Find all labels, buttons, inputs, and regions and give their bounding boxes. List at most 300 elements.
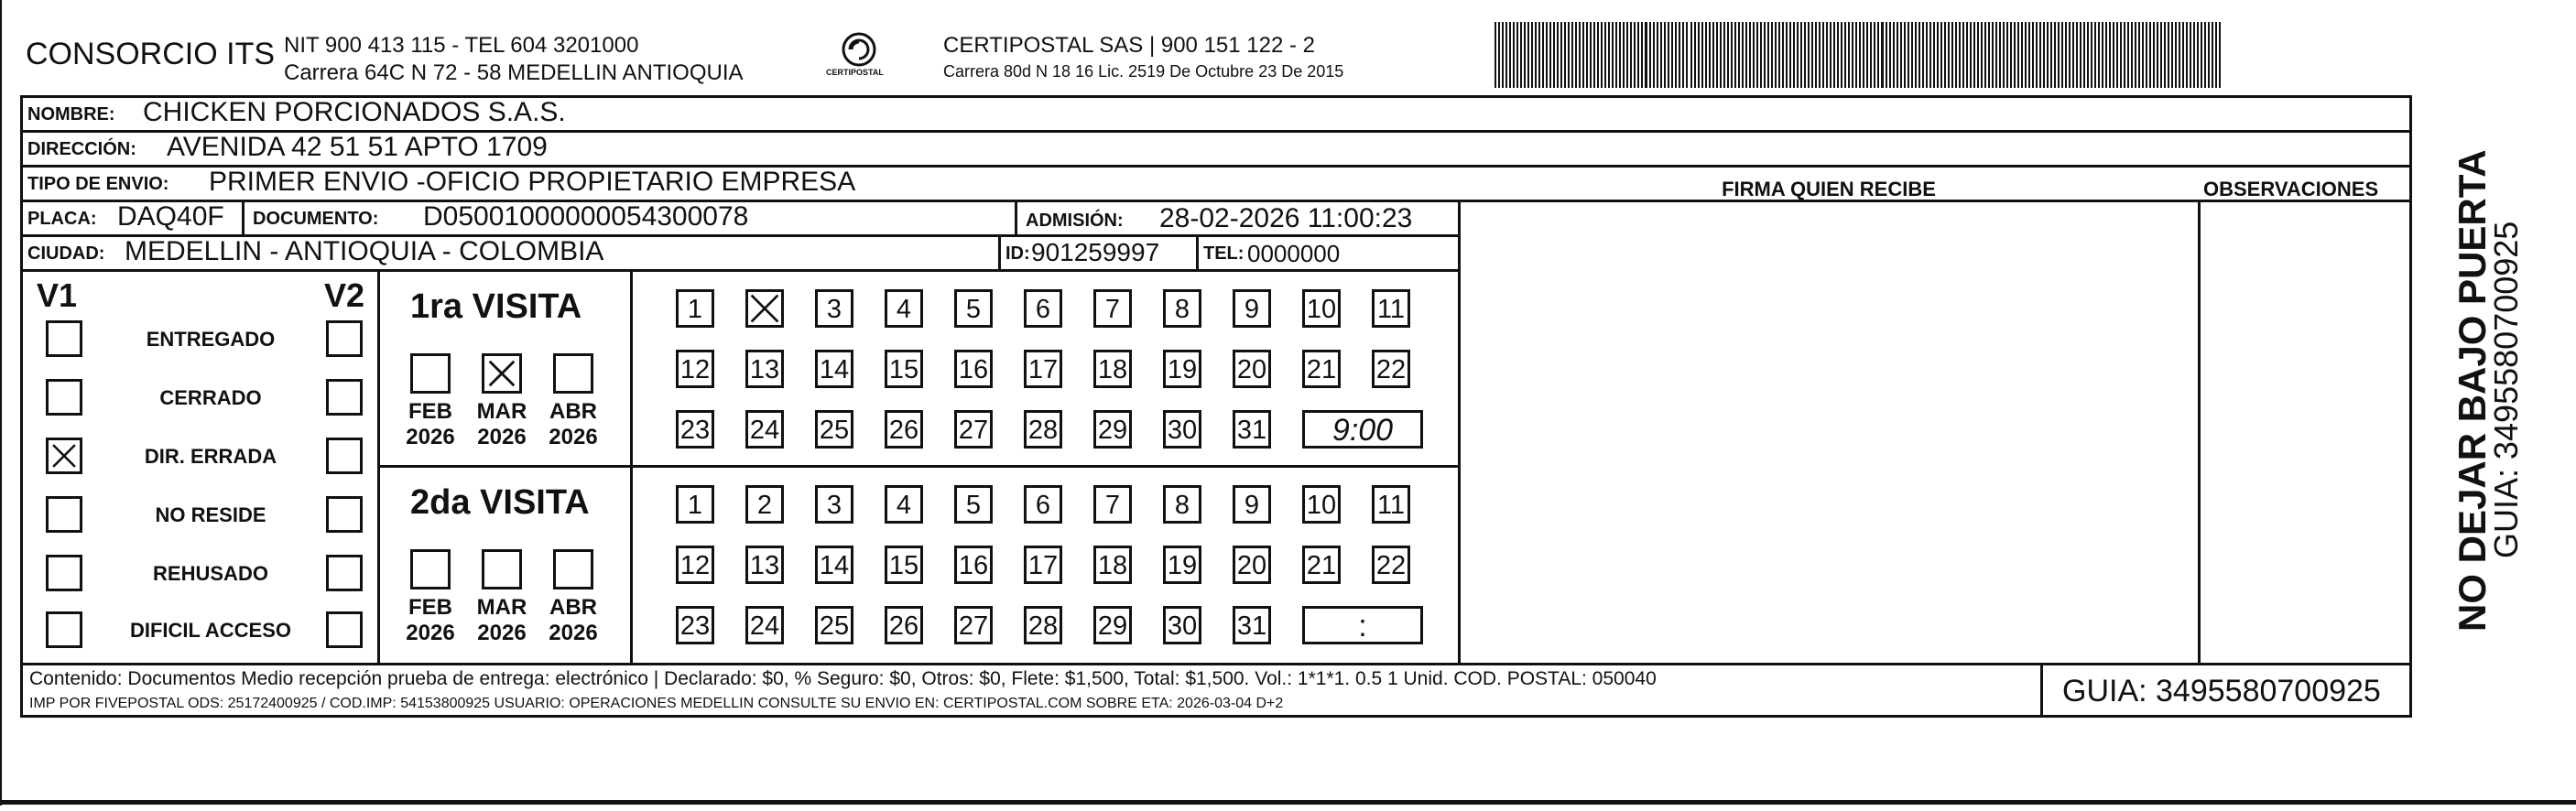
barcode-bar	[1815, 22, 1817, 88]
barcode-bar	[2072, 22, 2074, 88]
barcode-bar	[1886, 22, 1887, 88]
day-box[interactable]: 15	[885, 546, 923, 584]
barcode-bar	[1705, 22, 1707, 88]
barcode-bar	[1855, 22, 1857, 88]
day-box[interactable]: 10	[1302, 289, 1341, 328]
barcode-bar	[1716, 22, 1718, 88]
barcode-bar	[2186, 22, 2188, 88]
barcode-bar	[1911, 22, 1913, 88]
barcode-bar	[1660, 22, 1662, 88]
day-box[interactable]: 23	[676, 410, 714, 449]
barcode-bar	[1657, 22, 1658, 88]
footer-guia: GUIA: 3495580700925	[2062, 674, 2381, 708]
barcode-bar	[2182, 22, 2184, 88]
company-name: CONSORCIO ITS	[26, 37, 276, 71]
v1-checkbox[interactable]	[46, 320, 82, 357]
barcode-bar	[2116, 22, 2118, 88]
barcode-bar	[2054, 22, 2056, 88]
barcode-bar	[1641, 22, 1643, 88]
day-box[interactable]: 4	[885, 485, 923, 524]
barcode-bar	[2065, 22, 2067, 88]
month-checkbox[interactable]	[482, 549, 522, 589]
v1-label: V1	[37, 276, 78, 314]
barcode-bar	[2014, 22, 2016, 88]
barcode-bar	[1634, 22, 1636, 88]
day-box[interactable]: 27	[954, 606, 993, 644]
barcode-bar	[2039, 22, 2041, 88]
barcode-bar	[2215, 22, 2217, 88]
documento-value: D05001000000054300078	[423, 201, 749, 232]
day-box[interactable]: 2	[745, 485, 784, 524]
barcode-bar	[1557, 22, 1559, 88]
barcode-bar	[1675, 22, 1677, 88]
barcode-bar	[1933, 22, 1935, 88]
day-box[interactable]: 3	[815, 289, 853, 328]
barcode-bar	[1593, 22, 1595, 88]
barcode-bar	[2120, 22, 2122, 88]
barcode-bar	[1915, 22, 1917, 88]
day-box[interactable]: 31	[1233, 410, 1271, 449]
day-box[interactable]: 8	[1163, 289, 1201, 328]
day-box[interactable]: 26	[885, 606, 923, 644]
day-box[interactable]: 31	[1233, 606, 1271, 644]
barcode-bar	[1601, 22, 1603, 88]
day-box[interactable]: 7	[1093, 289, 1132, 328]
barcode-bar	[1929, 22, 1931, 88]
day-box[interactable]: 22	[1372, 546, 1410, 584]
barcode-bar	[1568, 22, 1570, 88]
tipo-envio-value: PRIMER ENVIO -OFICIO PROPIETARIO EMPRESA	[209, 167, 856, 197]
barcode-bar	[1630, 22, 1632, 88]
v2-checkbox[interactable]	[326, 555, 363, 591]
v1-checkbox[interactable]	[46, 379, 82, 416]
barcode-bar	[1826, 22, 1828, 88]
barcode-bar	[2098, 22, 2100, 88]
month-checkbox[interactable]	[553, 353, 593, 394]
firma-area[interactable]	[1462, 203, 2196, 661]
barcode-bar	[1590, 22, 1592, 88]
carrier-address: Carrera 80d N 18 16 Lic. 2519 De Octubre 23 De 2015	[943, 62, 1344, 81]
day-box[interactable]: 29	[1093, 410, 1132, 449]
day-box[interactable]: 5	[954, 289, 993, 328]
barcode-bar	[2127, 22, 2129, 88]
barcode-bar	[2204, 22, 2206, 88]
barcode-bar	[2006, 22, 2008, 88]
visit-title: 2da VISITA	[410, 483, 590, 522]
day-box[interactable]: 15	[885, 350, 923, 388]
day-box[interactable]: 14	[815, 350, 853, 388]
company-address: Carrera 64C N 72 - 58 MEDELLIN ANTIOQUIA	[284, 60, 744, 85]
day-box[interactable]: 28	[1024, 410, 1062, 449]
barcode-bar	[1984, 22, 1986, 88]
v2-checkbox[interactable]	[326, 611, 363, 648]
day-box[interactable]: 21	[1302, 350, 1341, 388]
nombre-label: NOMBRE:	[27, 104, 115, 124]
barcode-bar	[2157, 22, 2158, 88]
barcode-bar	[1789, 22, 1791, 88]
barcode-bar	[2168, 22, 2169, 88]
barcode-bar	[1859, 22, 1861, 88]
bottom-rule	[0, 800, 2576, 805]
day-box[interactable]: 11	[1372, 485, 1410, 524]
barcode-bar	[1877, 22, 1879, 88]
barcode-bar	[1653, 22, 1655, 88]
day-box[interactable]: 4	[885, 289, 923, 328]
barcode-bar	[1999, 22, 2001, 88]
barcode-bar	[1564, 22, 1566, 88]
tipo-envio-label: TIPO DE ENVIO:	[27, 174, 169, 194]
barcode-bar	[1524, 22, 1526, 88]
barcode-bar	[1966, 22, 1968, 88]
nombre-value: CHICKEN PORCIONADOS S.A.S.	[143, 97, 566, 127]
barcode-bar	[2010, 22, 2012, 88]
barcode-bar	[2058, 22, 2060, 88]
footer-imp: IMP POR FIVEPOSTAL ODS: 25172400925 / COD.IMP: 54153800925 USUARIO: OPERACIONES MEDELLIN CONSULTE SU ENVIO EN: CERTIPOSTAL.COM SOBRE ETA: 2026-03-04 D+2	[29, 696, 1284, 711]
v1-checkbox[interactable]	[46, 611, 82, 648]
barcode-bar	[2032, 22, 2034, 88]
barcode-bar	[1900, 22, 1902, 88]
barcode-bar	[1793, 22, 1795, 88]
barcode-bar	[1582, 22, 1584, 88]
barcode-bar	[1811, 22, 1813, 88]
barcode-bar	[1866, 22, 1868, 88]
barcode-bar	[2061, 22, 2063, 88]
barcode-bar	[2047, 22, 2049, 88]
barcode-bar	[1538, 22, 1540, 88]
barcode-bar	[1775, 22, 1777, 88]
day-box[interactable]: 28	[1024, 606, 1062, 644]
day-box[interactable]: 26	[885, 410, 923, 449]
barcode-bar	[1918, 22, 1920, 88]
v2-checkbox[interactable]	[326, 320, 363, 357]
barcode-bar	[1694, 22, 1696, 88]
barcode-bar	[1679, 22, 1680, 88]
v2-label: V2	[324, 276, 365, 314]
firma-label: FIRMA QUIEN RECIBE	[1722, 178, 1936, 200]
barcode-bar	[1771, 22, 1773, 88]
barcode-bar	[1760, 22, 1762, 88]
barcode-bar	[1668, 22, 1669, 88]
barcode-bar	[1955, 22, 1957, 88]
barcode-bar	[2025, 22, 2027, 88]
day-box[interactable]: 13	[745, 350, 784, 388]
day-box[interactable]: 5	[954, 485, 993, 524]
barcode-bar	[1988, 22, 1990, 88]
day-box[interactable]: 27	[954, 410, 993, 449]
barcode-bar	[1822, 22, 1824, 88]
barcode-bar	[1959, 22, 1961, 88]
barcode-bar	[1516, 22, 1518, 88]
day-box[interactable]: 9	[1233, 485, 1271, 524]
barcode-bar	[1612, 22, 1614, 88]
barcode-bar	[2113, 22, 2114, 88]
v1-checkbox[interactable]	[46, 555, 82, 591]
day-box[interactable]: 24	[745, 606, 784, 644]
barcode-bar	[2138, 22, 2140, 88]
barcode-bar	[1664, 22, 1666, 88]
barcode-bar	[1546, 22, 1548, 88]
barcode-bar	[1597, 22, 1599, 88]
barcode-bar	[1586, 22, 1588, 88]
barcode-bar	[1753, 22, 1755, 88]
barcode-bar	[1542, 22, 1544, 88]
v1-checkbox[interactable]	[46, 438, 82, 474]
barcode-bar	[2149, 22, 2151, 88]
barcode-bar	[1509, 22, 1511, 88]
barcode-bar	[2179, 22, 2180, 88]
barcode-bar	[1535, 22, 1537, 88]
day-box[interactable]: 17	[1024, 546, 1062, 584]
observaciones-area[interactable]	[2201, 203, 2410, 661]
barcode-bar	[2069, 22, 2071, 88]
barcode-bar	[1951, 22, 1953, 88]
direccion-label: DIRECCIÓN:	[27, 139, 136, 159]
barcode-bar	[1841, 22, 1842, 88]
day-box[interactable]: 12	[676, 546, 714, 584]
day-box[interactable]: 16	[954, 546, 993, 584]
barcode-bar	[2208, 22, 2210, 88]
ciudad-label: CIUDAD:	[27, 243, 105, 264]
barcode-bar	[1981, 22, 1983, 88]
day-box[interactable]: 21	[1302, 546, 1341, 584]
barcode-bar	[1549, 22, 1551, 88]
barcode-bar	[1701, 22, 1703, 88]
barcode-bar	[2212, 22, 2213, 88]
barcode-bar	[2197, 22, 2199, 88]
certipostal-logo	[822, 31, 896, 82]
day-box[interactable]: 6	[1024, 485, 1062, 524]
observaciones-label: OBSERVACIONES	[2203, 178, 2379, 200]
day-box[interactable]: 25	[815, 606, 853, 644]
direccion-value: AVENIDA 42 51 51 APTO 1709	[167, 132, 548, 162]
barcode-bar	[1626, 22, 1628, 88]
barcode-bar	[1645, 22, 1647, 88]
barcode-bar	[1553, 22, 1555, 88]
v2-checkbox[interactable]	[326, 496, 363, 533]
day-box[interactable]: 19	[1163, 350, 1201, 388]
reason-label: REHUSADO	[153, 562, 268, 585]
month-checkbox[interactable]	[410, 549, 451, 589]
barcode-bar	[1686, 22, 1688, 88]
barcode-bar	[2017, 22, 2019, 88]
left-edge-rule	[0, 0, 2, 806]
day-box[interactable]: 8	[1163, 485, 1201, 524]
barcode-bar	[1749, 22, 1751, 88]
barcode-bar	[1637, 22, 1639, 88]
barcode-bar	[1889, 22, 1891, 88]
barcode-bar	[1977, 22, 1979, 88]
time-field[interactable]: 9:00	[1302, 410, 1423, 449]
day-box[interactable]: 30	[1163, 606, 1201, 644]
barcode-bar	[1690, 22, 1692, 88]
barcode-bar	[1937, 22, 1939, 88]
barcode-bar	[1531, 22, 1533, 88]
barcode-bar	[1904, 22, 1906, 88]
day-box[interactable]: 18	[1093, 350, 1132, 388]
barcode-bar	[1778, 22, 1780, 88]
barcode-bar	[2091, 22, 2092, 88]
day-box[interactable]: 30	[1163, 410, 1201, 449]
barcode-bar	[2175, 22, 2177, 88]
barcode-bar	[1723, 22, 1725, 88]
barcode-bar	[1520, 22, 1522, 88]
month-label: ABR 2026	[549, 399, 598, 449]
barcode-bar	[2131, 22, 2133, 88]
day-box[interactable]: 7	[1093, 485, 1132, 524]
barcode-bar	[1745, 22, 1747, 88]
month-label: FEB 2026	[406, 595, 455, 645]
barcode-bar	[1671, 22, 1673, 88]
day-box[interactable]: 16	[954, 350, 993, 388]
day-box[interactable]: 20	[1233, 546, 1271, 584]
placa-label: PLACA:	[27, 209, 97, 229]
day-box[interactable]: 6	[1024, 289, 1062, 328]
barcode-bar	[1897, 22, 1898, 88]
admision-label: ADMISIÓN:	[1026, 211, 1124, 231]
barcode-bar	[1863, 22, 1864, 88]
barcode-bar	[2028, 22, 2030, 88]
day-box[interactable]: 1	[676, 289, 714, 328]
barcode-bar	[1767, 22, 1769, 88]
barcode-bar	[1940, 22, 1942, 88]
barcode-bar	[2109, 22, 2111, 88]
ciudad-value: MEDELLIN - ANTIOQUIA - COLOMBIA	[125, 236, 604, 266]
barcode-bar	[2102, 22, 2103, 88]
barcode-bar	[1844, 22, 1846, 88]
barcode-bar	[1615, 22, 1617, 88]
barcode-bar	[1513, 22, 1515, 88]
barcode-bar	[2094, 22, 2096, 88]
barcode-bar	[1922, 22, 1924, 88]
barcode-bar	[1734, 22, 1736, 88]
day-box[interactable]	[745, 289, 784, 328]
barcode-bar	[1852, 22, 1853, 88]
barcode-bar	[1786, 22, 1788, 88]
company-nit: NIT 900 413 115 - TEL 604 3201000	[284, 33, 639, 58]
month-checkbox[interactable]	[410, 353, 451, 394]
barcode-bar	[2043, 22, 2045, 88]
barcode-bar	[1837, 22, 1839, 88]
barcode-bar	[2105, 22, 2107, 88]
side-guia: GUIA: 3495580700925	[2487, 221, 2525, 558]
day-box[interactable]: 1	[676, 485, 714, 524]
tel-label: TEL:	[1203, 243, 1245, 264]
barcode-bar	[1560, 22, 1562, 88]
day-box[interactable]: 22	[1372, 350, 1410, 388]
barcode-bar	[1527, 22, 1529, 88]
reason-label: DIFICIL ACCESO	[129, 619, 291, 642]
barcode-bar	[1698, 22, 1700, 88]
barcode-bar	[1973, 22, 1975, 88]
barcode-bar	[1782, 22, 1784, 88]
barcode-bar	[1926, 22, 1928, 88]
barcode-bar	[1804, 22, 1806, 88]
barcode-bar	[2190, 22, 2191, 88]
barcode-bar	[1682, 22, 1684, 88]
day-box[interactable]: 23	[676, 606, 714, 644]
barcode-bar	[1571, 22, 1573, 88]
barcode-bar	[1848, 22, 1850, 88]
day-box[interactable]: 12	[676, 350, 714, 388]
day-box[interactable]: 11	[1372, 289, 1410, 328]
barcode-bar	[2050, 22, 2052, 88]
documento-label: DOCUMENTO:	[253, 209, 379, 229]
barcode-bar	[2080, 22, 2081, 88]
reason-label: NO RESIDE	[155, 503, 266, 526]
reason-label: ENTREGADO	[146, 328, 276, 351]
barcode-bar	[1962, 22, 1964, 88]
barcode-bar	[1908, 22, 1909, 88]
barcode-bar	[1833, 22, 1835, 88]
reason-label: DIR. ERRADA	[144, 445, 277, 468]
time-field[interactable]: :	[1302, 606, 1423, 644]
barcode-bar	[1995, 22, 1997, 88]
barcode-bar	[1992, 22, 1994, 88]
barcode-bar	[2036, 22, 2038, 88]
barcode-bar	[1619, 22, 1621, 88]
day-box[interactable]: 24	[745, 410, 784, 449]
day-box[interactable]: 3	[815, 485, 853, 524]
day-box[interactable]: 13	[745, 546, 784, 584]
barcode-bar	[2201, 22, 2202, 88]
barcode-bar	[2003, 22, 2005, 88]
barcode-bar	[2021, 22, 2023, 88]
barcode-bar	[1495, 22, 1496, 88]
day-box[interactable]: 14	[815, 546, 853, 584]
barcode	[1495, 22, 2227, 88]
day-box[interactable]: 29	[1093, 606, 1132, 644]
side-warning: NO DEJAR BAJO PUERTA	[2451, 149, 2494, 632]
barcode-bar	[2164, 22, 2166, 88]
placa-value: DAQ40F	[117, 201, 224, 232]
day-box[interactable]: 25	[815, 410, 853, 449]
visit-title: 1ra VISITA	[410, 287, 582, 326]
v1-checkbox[interactable]	[46, 496, 82, 533]
tel-value: 0000000	[1247, 240, 1341, 267]
barcode-bar	[1604, 22, 1606, 88]
barcode-bar	[1502, 22, 1504, 88]
month-label: MAR 2026	[476, 399, 527, 449]
barcode-bar	[1712, 22, 1714, 88]
month-checkbox[interactable]	[482, 353, 522, 394]
barcode-bar	[2171, 22, 2173, 88]
footer-content: Contenido: Documentos Medio recepción prueba de entrega: electrónico | Declarado: $0, % Seguro: $0, Otros: $0, Flete: $1,500, Total: $1,500. Vol.: 1*1*1. 0.5 1 Unid. COD. POSTAL: 050040	[29, 668, 1657, 689]
day-box[interactable]: 20	[1233, 350, 1271, 388]
barcode-bar	[1756, 22, 1758, 88]
barcode-bar	[1731, 22, 1733, 88]
v2-checkbox[interactable]	[326, 379, 363, 416]
id-label: ID:	[1005, 243, 1030, 264]
barcode-bar	[1575, 22, 1577, 88]
reason-label: CERRADO	[159, 386, 262, 409]
barcode-bar	[2160, 22, 2162, 88]
barcode-bar	[2146, 22, 2147, 88]
day-box[interactable]: 10	[1302, 485, 1341, 524]
v2-checkbox[interactable]	[326, 438, 363, 474]
month-label: ABR 2026	[549, 595, 598, 645]
day-box[interactable]: 19	[1163, 546, 1201, 584]
barcode-bar	[2083, 22, 2085, 88]
barcode-bar	[2153, 22, 2155, 88]
month-checkbox[interactable]	[553, 549, 593, 589]
day-box[interactable]: 9	[1233, 289, 1271, 328]
barcode-bar	[2193, 22, 2195, 88]
barcode-bar	[1944, 22, 1946, 88]
day-box[interactable]: 17	[1024, 350, 1062, 388]
barcode-bar	[1948, 22, 1950, 88]
barcode-bar	[1764, 22, 1766, 88]
day-box[interactable]: 18	[1093, 546, 1132, 584]
